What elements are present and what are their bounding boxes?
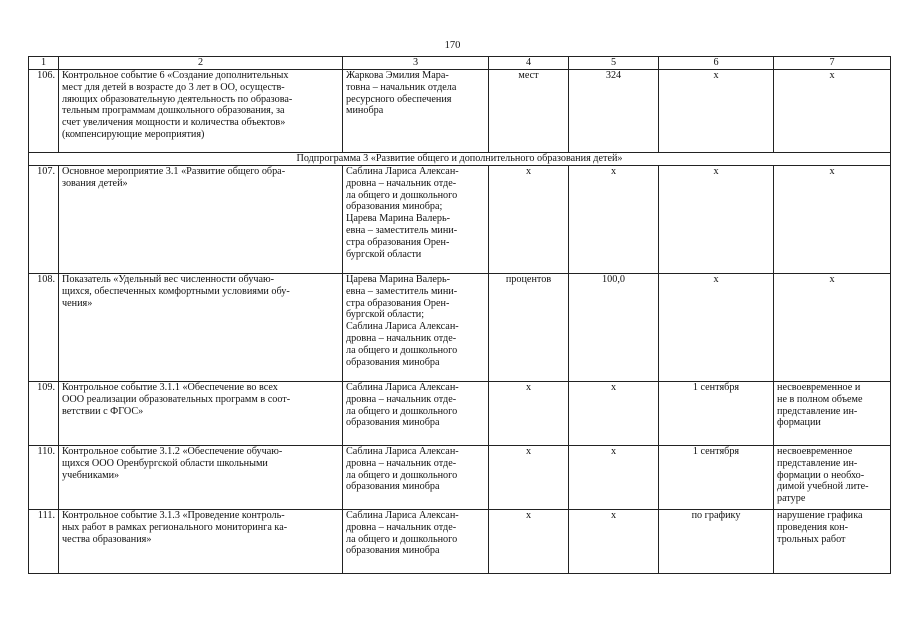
header-cell: 1 [29, 57, 59, 70]
risk-cell: несвоевременное и не в полном объеме представление ин- формации [774, 382, 891, 446]
header-cell: 2 [59, 57, 343, 70]
responsible-person: Саблина Лариса Алексан- дровна – начальник отде- ла общего и дошкольного образования минобра; Царева Марина Валерь- евна – заместитель мини- стра образования Орен- бургской области [343, 166, 489, 274]
risk-cell: х [774, 166, 891, 274]
deadline-cell: 1 сентября [659, 382, 774, 446]
event-name: Контрольное событие 3.1.1 «Обеспечение во всех ООО реализации образовательных программ в соот- ветствии с ФГОС» [59, 382, 343, 446]
table-row [29, 510, 891, 574]
page-number: 170 [444, 40, 461, 51]
risk-cell: нарушение графика проведения кон- трольных работ [774, 510, 891, 574]
value-cell: 324 [569, 70, 659, 153]
subprogram-row [29, 153, 891, 166]
table-row [29, 166, 891, 274]
responsible-person: Саблина Лариса Алексан- дровна – начальник отде- ла общего и дошкольного образования минобра [343, 382, 489, 446]
deadline-cell: х [659, 274, 774, 382]
header-cell: 6 [659, 57, 774, 70]
row-number: 109. [29, 382, 59, 446]
event-name: Показатель «Удельный вес численности обучаю- щихся, обеспеченных комфортными условиями обу- чения» [59, 274, 343, 382]
table-row [29, 70, 891, 153]
unit-cell: х [489, 166, 569, 274]
row-number: 106. [29, 70, 59, 153]
value-cell: х [569, 510, 659, 574]
deadline-cell: 1 сентября [659, 446, 774, 510]
table-header-row [29, 57, 891, 70]
subprogram-title: Подпрограмма 3 «Развитие общего и дополнительного образования детей» [29, 153, 891, 166]
risk-cell: несвоевременное представление ин- формации о необхо- димой учебной лите- ратуре [774, 446, 891, 510]
responsible-person: Саблина Лариса Алексан- дровна – начальник отде- ла общего и дошкольного образования минобра [343, 510, 489, 574]
header-cell: 3 [343, 57, 489, 70]
responsible-person: Царева Марина Валерь- евна – заместитель мини- стра образования Орен- бургской области; Саблина Лариса Алексан- дровна – начальник отде- ла общего и дошкольного образования минобра [343, 274, 489, 382]
value-cell: х [569, 166, 659, 274]
row-number: 111. [29, 510, 59, 574]
risk-cell: х [774, 70, 891, 153]
risk-cell: х [774, 274, 891, 382]
row-number: 108. [29, 274, 59, 382]
deadline-cell: х [659, 70, 774, 153]
event-name: Контрольное событие 3.1.3 «Проведение контроль- ных работ в рамках регионального мониторинга ка- чества образования» [59, 510, 343, 574]
unit-cell: х [489, 446, 569, 510]
row-number: 110. [29, 446, 59, 510]
unit-cell: мест [489, 70, 569, 153]
header-cell: 7 [774, 57, 891, 70]
table-row [29, 382, 891, 446]
deadline-cell: по графику [659, 510, 774, 574]
header-cell: 5 [569, 57, 659, 70]
event-name: Контрольное событие 6 «Создание дополнительных мест для детей в возрасте до 3 лет в ОО, осуществ- ляющих образовательную деятельность по образова- тельным программам дошкольного образования, за счет увеличения мощности и количества объектов» (компенсирующие мероприятия) [59, 70, 343, 153]
responsible-person: Жаркова Эмилия Мара- товна – начальник отдела ресурсного обеспечения минобра [343, 70, 489, 153]
value-cell: х [569, 446, 659, 510]
deadline-cell: х [659, 166, 774, 274]
row-number: 107. [29, 166, 59, 274]
unit-cell: х [489, 382, 569, 446]
table-row [29, 274, 891, 382]
value-cell: 100,0 [569, 274, 659, 382]
value-cell: х [569, 382, 659, 446]
event-name: Контрольное событие 3.1.2 «Обеспечение обучаю- щихся ООО Оренбургской области школьными учебниками» [59, 446, 343, 510]
responsible-person: Саблина Лариса Алексан- дровна – начальник отде- ла общего и дошкольного образования минобра [343, 446, 489, 510]
unit-cell: процентов [489, 274, 569, 382]
header-cell: 4 [489, 57, 569, 70]
table-row [29, 446, 891, 510]
document-table [28, 56, 891, 574]
event-name: Основное мероприятие 3.1 «Развитие общего обра- зования детей» [59, 166, 343, 274]
unit-cell: х [489, 510, 569, 574]
